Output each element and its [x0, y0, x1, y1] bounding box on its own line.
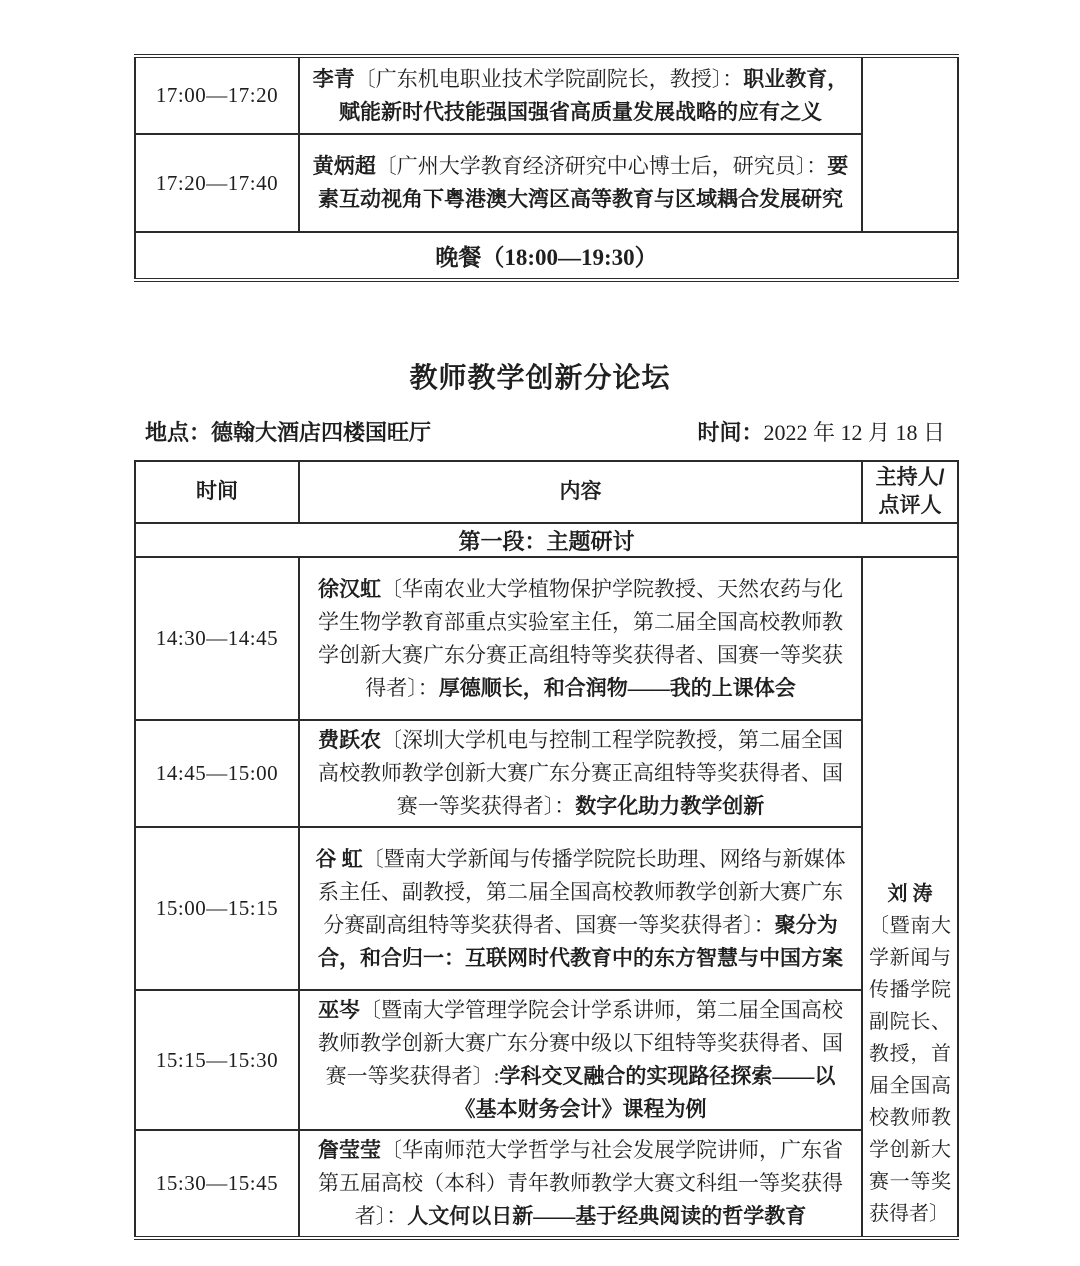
speaker-affiliation: 〔深圳大学机电与控制工程学院教授，第二届全国高校教师教学创新大赛广东分赛正高组特等奖获得者、国赛一等奖获得者〕： [318, 728, 843, 818]
talk-title: 聚分为合，和合归一：互联网时代教育中的东方智慧与中国方案 [318, 912, 843, 970]
session-time: 14:45—15:00 [135, 720, 299, 827]
session-time: 14:30—14:45 [135, 557, 299, 720]
header-time: 时间 [135, 461, 299, 523]
speaker-affiliation: 〔暨南大学新闻与传播学院院长助理、网络与新媒体系主任、副教授，第二届全国高校教师教学创新大赛广东分赛副高组特等奖获得者、国赛一等奖获得者〕： [318, 846, 846, 937]
forum-schedule-table [134, 460, 959, 1240]
session-content [299, 557, 862, 720]
talk-title: 要素互动视角下粤港澳大湾区高等教育与区域耦合发展研究 [318, 154, 849, 211]
session-content [299, 56, 862, 134]
session-row [135, 56, 958, 134]
speaker-name: 费跃农 [318, 728, 381, 752]
speaker-name: 黄炳超 [312, 154, 376, 178]
session-time: 15:30—15:45 [135, 1130, 299, 1238]
date [697, 418, 945, 448]
header-host-line2: 点评人 [878, 494, 942, 517]
session-content [299, 990, 862, 1130]
speaker-affiliation: 〔暨南大学管理学院会计学系讲师，第二届全国高校教师教学创新大赛广东分赛中级以下组特等奖获得者、国赛一等奖获得者〕: [318, 998, 843, 1088]
session-row [135, 990, 958, 1130]
table-header-row [135, 461, 958, 523]
session-row [135, 134, 958, 232]
session-row [135, 1130, 958, 1238]
header-host [862, 461, 958, 523]
session-row [135, 557, 958, 720]
venue [145, 418, 431, 448]
date-label: 时间： [697, 420, 764, 445]
banquet-label: 晚餐（18:00—19:30） [135, 232, 958, 280]
forum-meta [145, 418, 945, 448]
section-row [135, 523, 958, 557]
session-time: 15:00—15:15 [135, 827, 299, 990]
session-content [299, 134, 862, 232]
talk-title: 厚德顺长，和合润物——我的上课体会 [438, 675, 796, 700]
host-name: 刘 涛 [887, 883, 933, 905]
venue-value: 德翰大酒店四楼国旺厅 [211, 420, 432, 445]
speaker-affiliation: 〔华南农业大学植物保护学院教授、天然农药与化学生物学教育部重点实验室主任，第二届全国高校教师教学创新大赛广东分赛正高组特等奖获得者、国赛一等奖获得者〕： [318, 576, 843, 700]
host-cell [862, 557, 958, 1238]
speaker-name: 谷 虹 [315, 846, 363, 871]
host-cell-empty [862, 56, 958, 232]
talk-title: 数字化助力教学创新 [575, 794, 765, 818]
forum-title: 教师教学创新分论坛 [409, 362, 671, 393]
host-affiliation: 〔暨南大学新闻与传播学院副院长、教授，首届全国高校教师教学创新大赛一等奖获得者〕 [869, 915, 951, 1225]
session-row [135, 720, 958, 827]
session-time: 15:15—15:30 [135, 990, 299, 1130]
header-host-line1: 主持人/ [875, 466, 945, 489]
talk-title: 人文何以日新——基于经典阅读的哲学教育 [407, 1204, 807, 1228]
header-content: 内容 [299, 461, 862, 523]
section-title: 第一段：主题研讨 [135, 523, 958, 557]
session-content [299, 1130, 862, 1238]
speaker-name: 巫岑 [318, 998, 360, 1022]
speaker-name: 徐汉虹 [318, 576, 381, 601]
session-time: 17:00—17:20 [135, 56, 299, 134]
date-value: 2022 年 12 月 18 日 [763, 420, 945, 445]
session-time: 17:20—17:40 [135, 134, 299, 232]
previous-session-table [134, 54, 959, 282]
session-row [135, 827, 958, 990]
session-content [299, 827, 862, 990]
session-content [299, 720, 862, 827]
speaker-name: 詹莹莹 [318, 1138, 381, 1162]
speaker-name: 李青 [312, 66, 355, 91]
speaker-affiliation: 〔广东机电职业技术学院副院长，教授〕： [354, 66, 744, 91]
venue-label: 地点： [145, 420, 212, 445]
speaker-affiliation: 〔广州大学教育经济研究中心博士后，研究员〕： [375, 154, 828, 178]
talk-title: 学科交叉融合的实现路径探索——以《基本财务会计》课程为例 [454, 1064, 836, 1121]
talk-title: 职业教育，赋能新时代技能强国强省高质量发展战略的应有之义 [339, 66, 849, 124]
speaker-affiliation: 〔华南师范大学哲学与社会发展学院讲师，广东省第五届高校（本科）青年教师教学大赛文科组一等奖获得者〕： [318, 1138, 843, 1228]
banquet-row [135, 232, 958, 280]
